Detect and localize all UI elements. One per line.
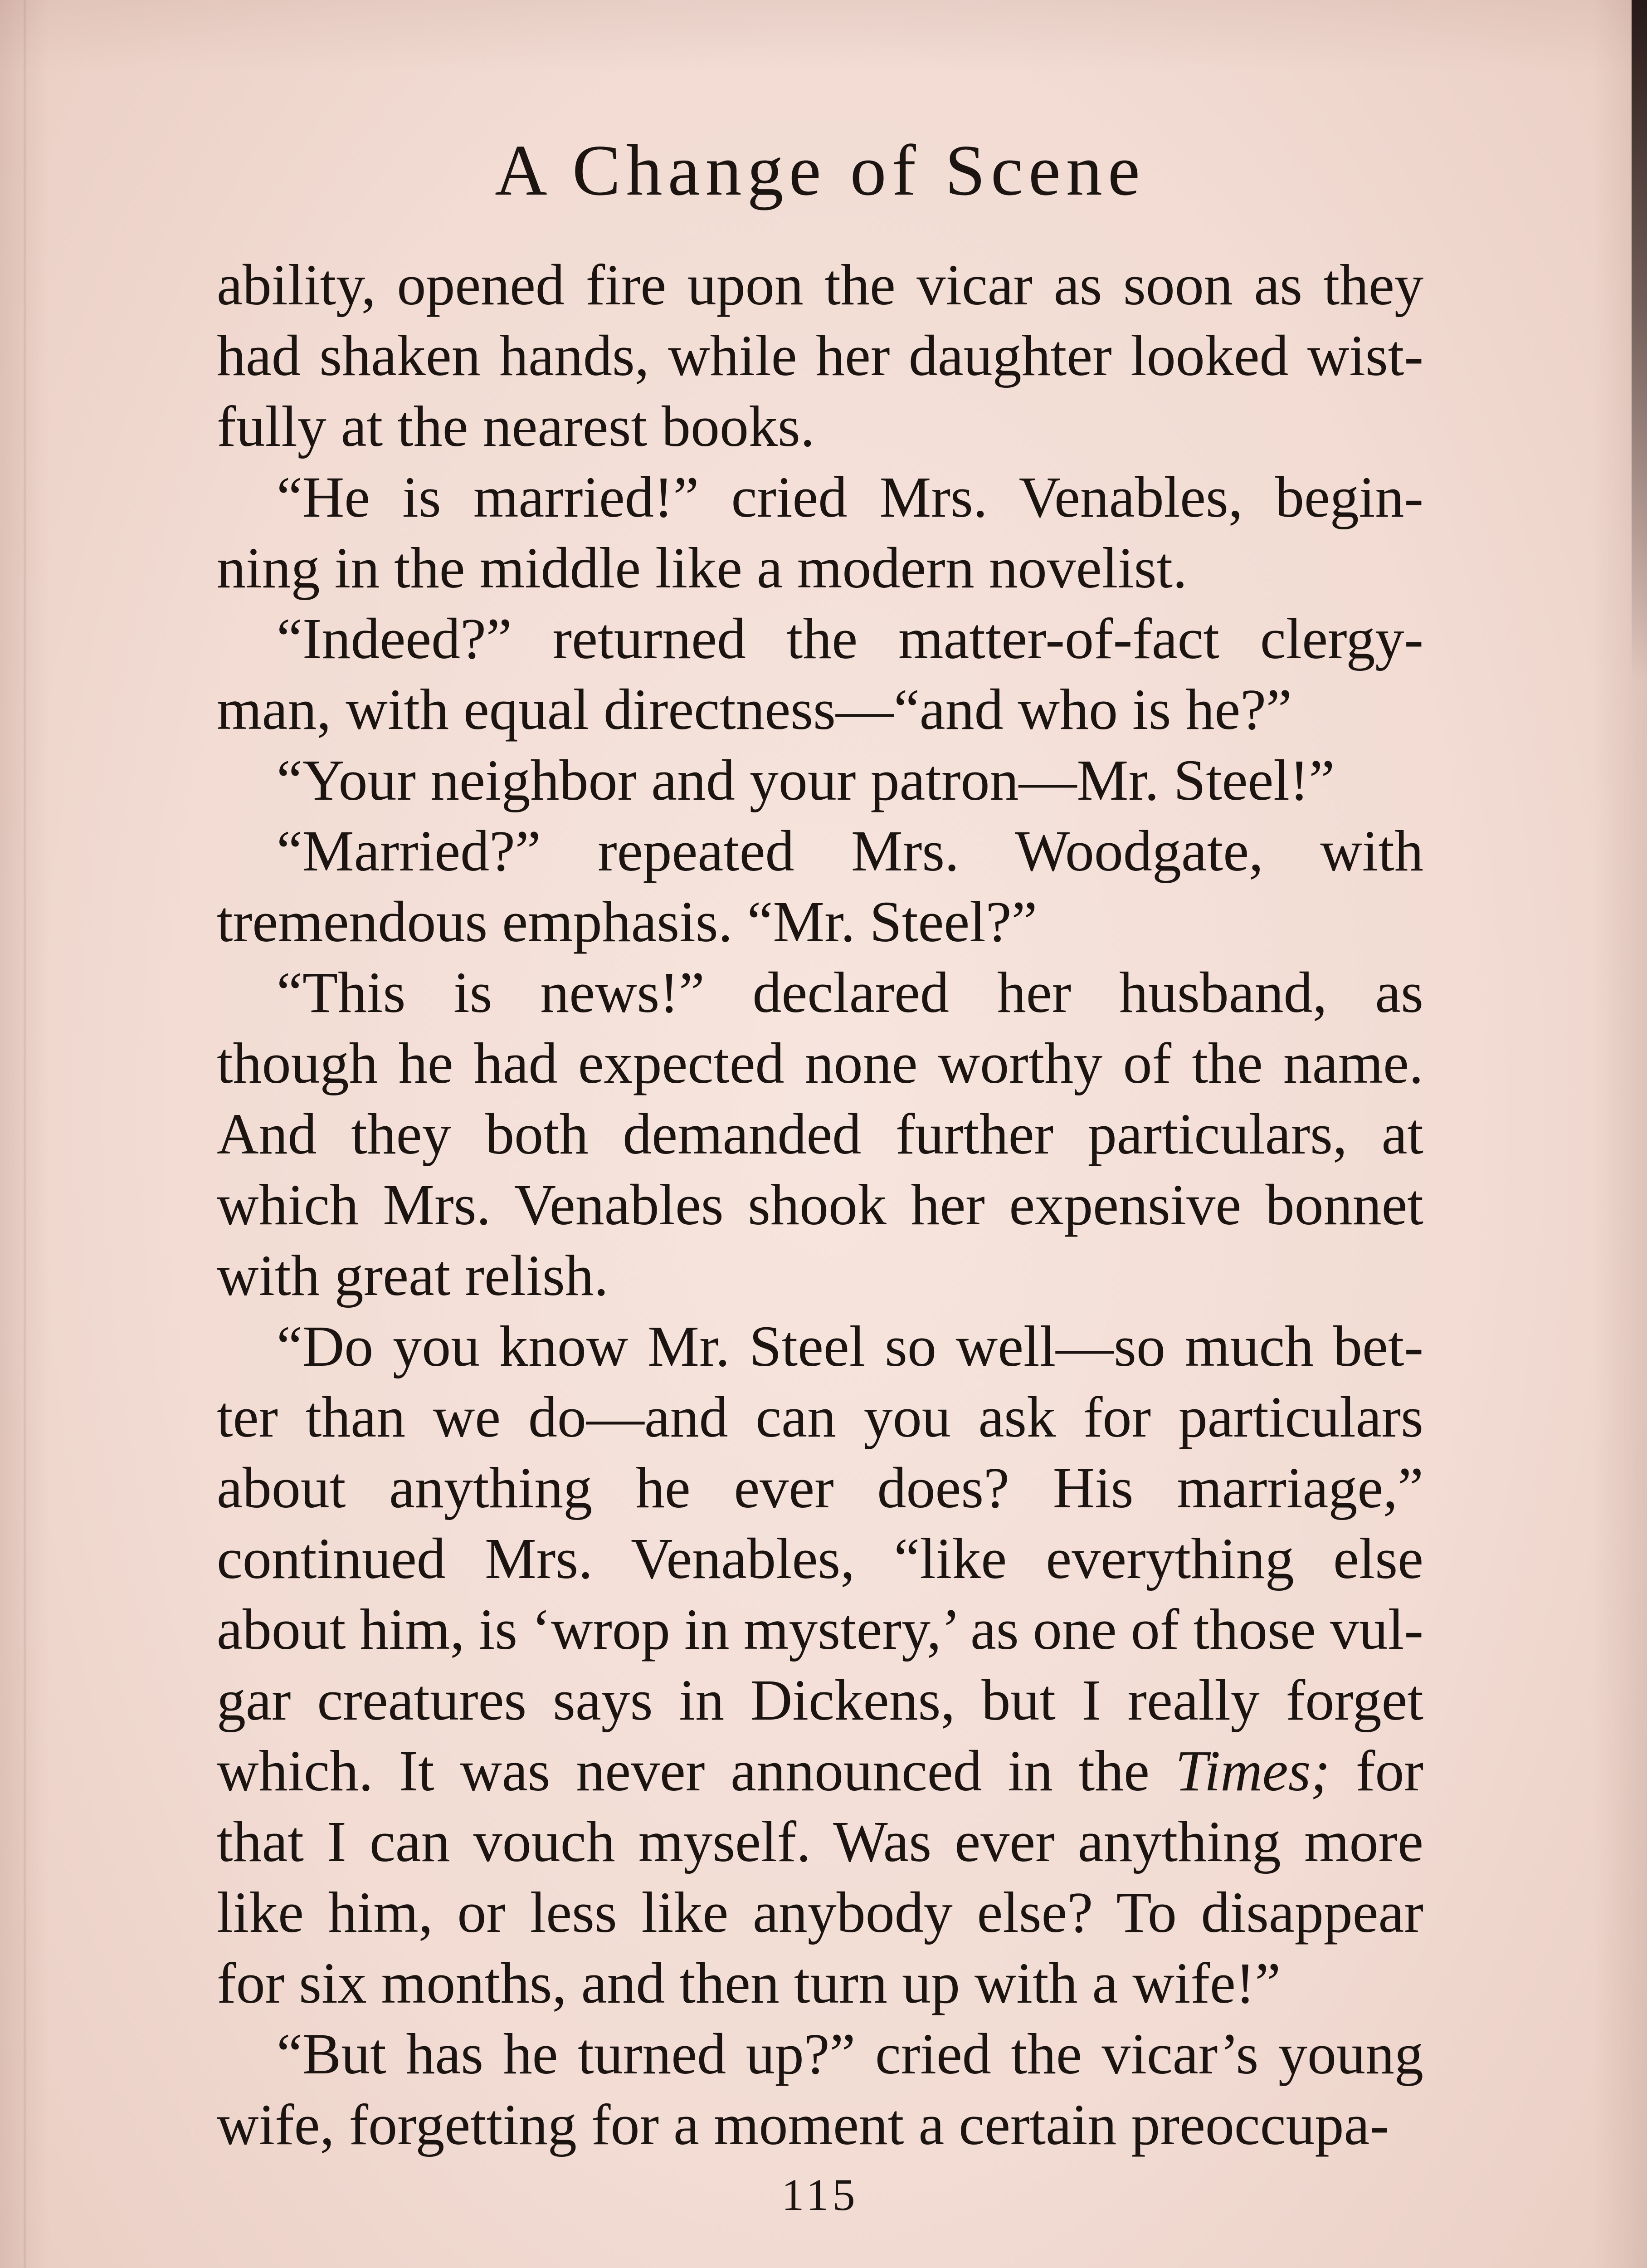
text-line: about anything he ever does? His marriage,” [217,1456,1423,1520]
text-line: gar creatures says in Dickens, but I really forget [217,1668,1423,1732]
text-segment: for [1330,1739,1423,1803]
text-line: man, with equal directness—“and who is he?” [217,677,1292,742]
text-line: And they both demanded further particulars, at [217,1102,1423,1166]
text-line: “Your neighbor and your patron—Mr. Steel!” [277,748,1335,812]
text-line: with great relish. [217,1243,609,1308]
page-edge-shadow [1632,0,1647,680]
text-line [217,1735,1423,1806]
text-line: though he had expected none worthy of the name. [217,1031,1423,1095]
text-line: had shaken hands, while her daughter looked wist- [217,323,1423,388]
paragraph [217,603,1423,745]
paragraph [217,816,1423,957]
paragraph [217,1311,1423,2019]
text-line: fully at the nearest books. [217,394,815,459]
text-line: tremendous emphasis. “Mr. Steel?” [217,890,1038,954]
text-line: ability, opened fire upon the vicar as soon as they [217,253,1423,317]
paragraph [217,2019,1423,2160]
text-line: like him, or less like anybody else? To disappear [217,1880,1423,1945]
text-line: continued Mrs. Venables, “like everything else [217,1526,1423,1591]
text-line: wife, forgetting for a moment a certain preoccupa- [217,2092,1389,2157]
text-segment: which. It was never announced in the [217,1739,1175,1803]
text-line: “This is news!” declared her husband, as [277,960,1423,1025]
text-line: that I can vouch myself. Was ever anything more [217,1809,1423,1874]
text-line: which Mrs. Venables shook her expensive bonnet [217,1173,1423,1237]
text-line: for six months, and then turn up with a wife!” [217,1951,1281,2015]
paragraph [217,462,1423,603]
running-head: A Change of Scene [495,130,1145,210]
text-line: “Indeed?” returned the matter-of-fact clergy- [277,606,1423,671]
text-line: “Married?” repeated Mrs. Woodgate, with [277,819,1423,883]
text-line: “He is married!” cried Mrs. Venables, begin- [277,465,1423,529]
page-number: 115 [781,2170,859,2220]
text-line: ning in the middle like a modern novelist. [217,536,1188,600]
paragraph [217,957,1423,1311]
italic-text: Times; [1175,1739,1330,1803]
paragraph [217,745,1423,816]
body-text [217,249,1423,2160]
text-line: about him, is ‘wrop in mystery,’ as one of those vul- [217,1597,1423,1662]
text-line: “Do you know Mr. Steel so well—so much bet- [277,1314,1423,1378]
text-line: “But has he turned up?” cried the vicar’s young [277,2022,1423,2086]
paragraph [217,249,1423,462]
text-line: ter than we do—and can you ask for particulars [217,1385,1423,1449]
